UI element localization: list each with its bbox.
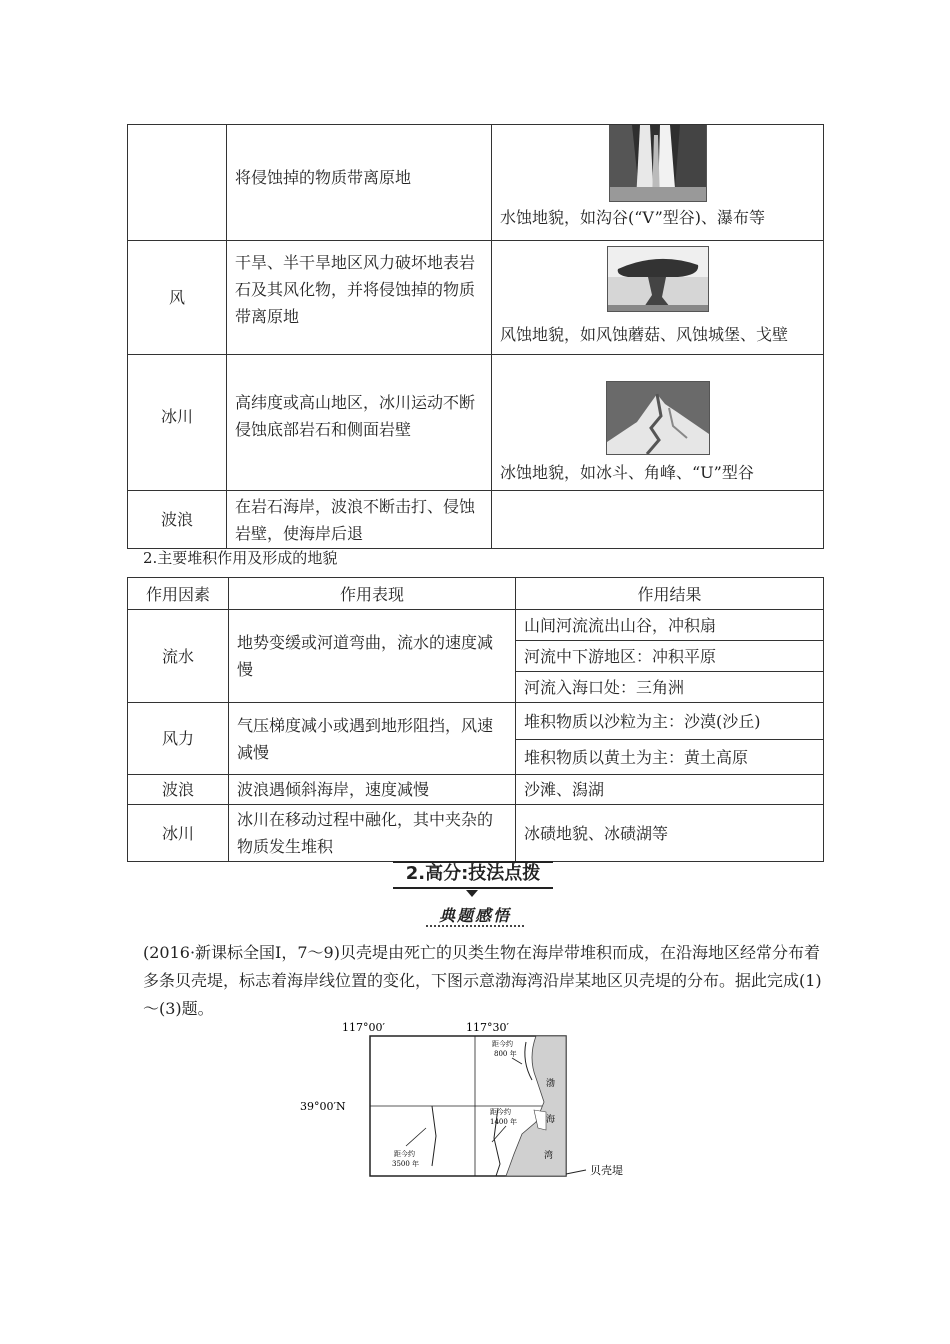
factor-cell: 风 — [128, 241, 227, 355]
sea-label: 海 — [546, 1115, 556, 1125]
map-label: 800 年 — [494, 1050, 517, 1058]
map-label: 距今约 — [492, 1040, 513, 1048]
sub-banner-text: 典题感悟 — [438, 906, 511, 925]
factor-cell: 波浪 — [128, 775, 229, 805]
erosion-table — [127, 124, 824, 549]
map-label: 距今约 — [490, 1108, 511, 1116]
factor-cell: 冰川 — [128, 355, 227, 491]
shell-ridge-legend-icon — [566, 1170, 586, 1174]
factor-cell: 风力 — [128, 703, 229, 775]
table-row — [128, 241, 824, 355]
result-cell — [492, 355, 824, 491]
desc-cell: 地势变缓或河道弯曲，流水的速度减慢 — [229, 610, 516, 703]
mushroom-rock-photo — [607, 246, 709, 312]
legend-label: 贝壳堤 — [590, 1164, 623, 1177]
result-cell — [492, 241, 824, 355]
result-cell: 冰碛地貌、冰碛湖等 — [516, 805, 824, 862]
glacier-peak-photo — [606, 381, 710, 455]
factor-cell — [128, 125, 227, 241]
desc-cell: 高纬度或高山地区，冰川运动不断侵蚀底部岩石和侧面岩壁 — [227, 355, 492, 491]
longitude-label: 117°30′ — [466, 1021, 509, 1034]
result-cell — [516, 703, 824, 775]
banner-emphasis: 技法点拨 — [468, 863, 541, 884]
desc-cell: 在岩石海岸，波浪不断击打、侵蚀岩壁，使海岸后退 — [227, 491, 492, 549]
result-caption: 水蚀地貌，如沟谷(“V”型谷)、瀑布等 — [500, 208, 765, 227]
header-cell: 作用因素 — [128, 578, 229, 610]
waterfall-photo — [609, 125, 707, 202]
factor-cell: 流水 — [128, 610, 229, 703]
shell-ridge-map — [300, 1018, 650, 1188]
map-label: 3500 年 — [392, 1160, 420, 1168]
result-cell — [492, 491, 824, 549]
table-row — [128, 703, 824, 775]
sub-banner — [426, 903, 524, 929]
result-item: 河流中下游地区：冲积平原 — [516, 641, 823, 672]
header-row — [128, 578, 824, 610]
result-item: 河流入海口处：三角洲 — [524, 677, 685, 697]
result-item: 堆积物质以沙粒为主：沙漠(沙丘) — [516, 703, 823, 740]
latitude-label: 39°00′N — [300, 1100, 346, 1113]
banner-prefix: 2.高分: — [405, 863, 469, 884]
banner-arrow-icon — [466, 890, 478, 897]
table-row — [128, 491, 824, 549]
map-label: 距今约 — [394, 1150, 415, 1158]
sea-label: 湾 — [544, 1151, 554, 1161]
result-cell — [492, 125, 824, 241]
question-text: (2016·新课标全国Ⅰ，7～9)贝壳堤由死亡的贝类生物在海岸带堆积而成，在沿海地区经常分布着多条贝壳堤，标志着海岸线位置的变化，下图示意渤海湾沿岸某地区贝壳堤的分布。据此完成(1)～(3)题。 — [143, 943, 822, 1018]
desc-cell: 气压梯度减小或遇到地形阻挡，风速减慢 — [229, 703, 516, 775]
table-row — [128, 355, 824, 491]
result-item: 堆积物质以黄土为主：黄土高原 — [524, 747, 749, 767]
desc-cell: 波浪遇倾斜海岸，速度减慢 — [229, 775, 516, 805]
result-caption: 冰蚀地貌，如冰斗、角峰、“U”型谷 — [500, 463, 754, 482]
factor-cell: 波浪 — [128, 491, 227, 549]
result-cell: 沙滩、潟湖 — [516, 775, 824, 805]
table-row — [128, 805, 824, 862]
section-heading: 2.主要堆积作用及形成的地貌 — [143, 549, 338, 567]
section-banner — [393, 861, 553, 887]
map-label: 1400 年 — [490, 1118, 518, 1126]
longitude-label: 117°00′ — [342, 1021, 385, 1034]
factor-cell: 冰川 — [128, 805, 229, 862]
header-cell: 作用表现 — [229, 578, 516, 610]
sea-label: 渤 — [546, 1079, 556, 1089]
deposition-table — [127, 577, 824, 862]
table-row — [128, 610, 824, 703]
table-row — [128, 775, 824, 805]
desc-cell: 冰川在移动过程中融化，其中夹杂的物质发生堆积 — [229, 805, 516, 862]
result-cell — [516, 610, 824, 703]
result-caption: 风蚀地貌，如风蚀蘑菇、风蚀城堡、戈壁 — [500, 325, 789, 344]
table-row — [128, 125, 824, 241]
header-cell: 作用结果 — [516, 578, 824, 610]
result-item: 山间河流流出山谷，冲积扇 — [516, 610, 823, 641]
desc-cell: 干旱、半干旱地区风力破坏地表岩石及其风化物，并将侵蚀掉的物质带离原地 — [227, 241, 492, 355]
desc-cell: 将侵蚀掉的物质带离原地 — [227, 125, 492, 241]
